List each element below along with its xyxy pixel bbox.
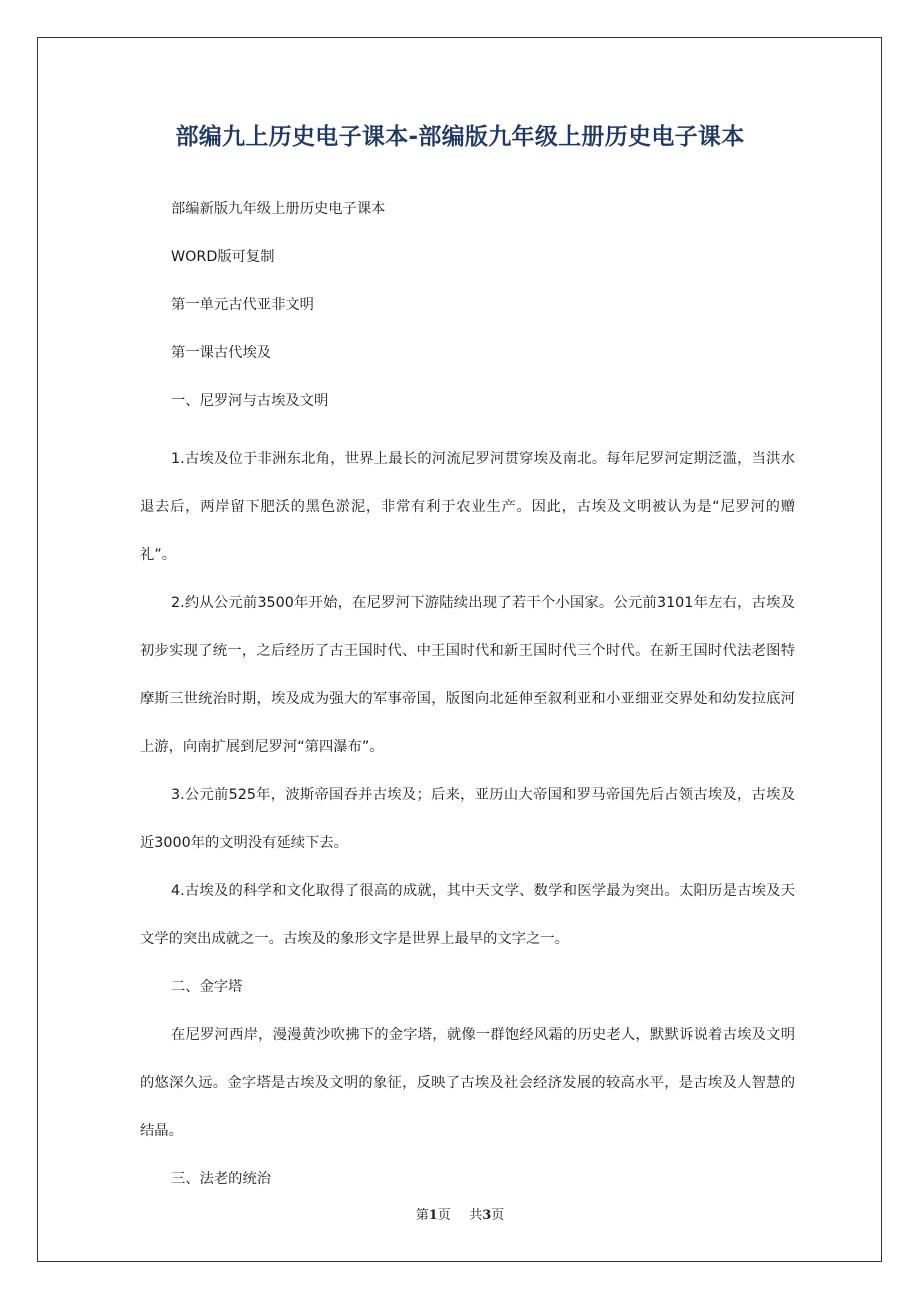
section-heading-1: 一、尼罗河与古埃及文明	[171, 393, 329, 409]
subtitle-line: 部编新版九年级上册历史电子课本	[171, 201, 386, 217]
page-footer	[0, 1204, 920, 1223]
footer-page-word: 页	[437, 1208, 451, 1223]
paragraph-3: 3.公元前525年，波斯帝国吞并古埃及；后来，亚历山大帝国和罗马帝国先后占领古埃及，古埃及近3000年的文明没有延续下去。	[140, 787, 795, 851]
section-heading-2: 二、金字塔	[171, 979, 243, 995]
paragraph-1: 1.古埃及位于非洲东北角，世界上最长的河流尼罗河贯穿埃及南北。每年尼罗河定期泛滥，当洪水退去后，两岸留下肥沃的黑色淤泥，非常有利于农业生产。因此，古埃及文明被认为是“尼罗河的赠礼”。	[140, 451, 795, 563]
paragraph-2: 2.约从公元前3500年开始，在尼罗河下游陆续出现了若干个小国家。公元前3101年左右，古埃及初步实现了统一，之后经历了古王国时代、中王国时代和新王国时代三个时代。在新王国时代法老图特摩斯三世统治时期，埃及成为强大的军事帝国，版图向北延伸至叙利亚和小亚细亚交界处和幼发拉底河上游，向南扩展到尼罗河“第四瀑布”。	[140, 595, 795, 755]
unit-heading: 第一单元古代亚非文明	[171, 297, 314, 313]
footer-total-prefix: 共	[469, 1208, 483, 1223]
paragraph-5: 在尼罗河西岸，漫漫黄沙吹拂下的金字塔，就像一群饱经风霜的历史老人，默默诉说着古埃及文明的悠深久远。金字塔是古埃及文明的象征，反映了古埃及社会经济发展的较高水平，是古埃及人智慧的结晶。	[140, 1027, 795, 1139]
lesson-heading: 第一课古代埃及	[171, 345, 272, 361]
document-title: 部编九上历史电子课本-部编版九年级上册历史电子课本	[175, 124, 745, 150]
current-page-number: 1	[428, 1208, 438, 1223]
paragraph-4: 4.古埃及的科学和文化取得了很高的成就，其中天文学、数学和医学最为突出。太阳历是古埃及天文学的突出成就之一。古埃及的象形文字是世界上最早的文字之一。	[140, 883, 795, 947]
footer-prefix: 第	[415, 1208, 429, 1223]
format-note: WORD版可复制	[171, 249, 275, 265]
total-pages-number: 3	[482, 1208, 492, 1223]
document-body	[140, 195, 795, 1203]
section-heading-3: 三、法老的统治	[171, 1171, 272, 1187]
footer-total-suffix: 页	[491, 1208, 505, 1223]
